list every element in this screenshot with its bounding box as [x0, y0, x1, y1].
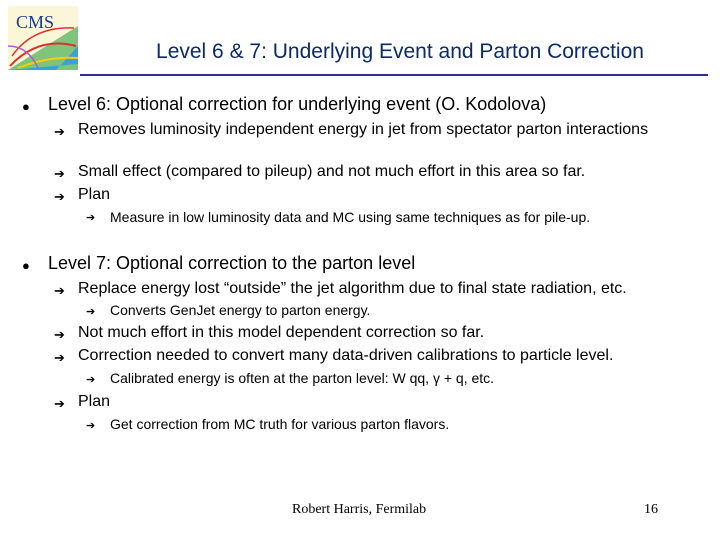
arrow-icon: ➔ — [54, 189, 65, 204]
level6-item-small-effect: Small effect (compared to pileup) and not much effort in this area so far. — [78, 163, 586, 180]
arrow-icon: ➔ — [54, 350, 65, 365]
arrow-icon: ➔ — [86, 306, 96, 318]
cms-logo — [8, 6, 78, 70]
level7-correction-detail: Calibrated energy is often at the parton level: W qq, γ + q, etc. — [110, 370, 495, 386]
arrow-icon: ➔ — [54, 396, 65, 411]
level7-replace-detail: Converts GenJet energy to parton energy. — [110, 302, 371, 318]
level6-heading: Level 6: Optional correction for underlying event (O. Kodolova) — [48, 94, 547, 114]
logo-text: CMS — [16, 12, 55, 32]
arrow-icon: ➔ — [54, 283, 65, 298]
level7-item-correction-needed: Correction needed to convert many data-driven calibrations to particle level. — [78, 347, 614, 364]
arrow-icon: ➔ — [54, 327, 65, 342]
bullet-icon: ● — [22, 258, 30, 273]
level6-item-plan: Plan — [78, 186, 111, 203]
arrow-icon: ➔ — [54, 166, 65, 181]
level7-item-not-much-effort: Not much effort in this model dependent correction so far. — [78, 324, 485, 341]
page-number: 16 — [644, 502, 658, 517]
level6-item-luminosity: Removes luminosity independent energy in jet from spectator parton interactions — [78, 121, 649, 138]
slide-title: Level 6 & 7: Underlying Event and Parton Correction — [156, 40, 644, 63]
level7-heading: Level 7: Optional correction to the parton level — [48, 253, 416, 273]
title-divider — [80, 74, 708, 76]
arrow-icon: ➔ — [86, 374, 96, 386]
arrow-icon: ➔ — [86, 212, 96, 224]
level6-plan-detail: Measure in low luminosity data and MC using same techniques as for pile-up. — [110, 209, 591, 225]
footer-author: Robert Harris, Fermilab — [292, 502, 427, 517]
level7-item-replace-energy: Replace energy lost “outside” the jet algorithm due to final state radiation, etc. — [78, 280, 627, 297]
arrow-icon: ➔ — [86, 420, 96, 432]
level7-plan-detail: Get correction from MC truth for various parton flavors. — [110, 416, 450, 432]
arrow-icon: ➔ — [54, 124, 65, 139]
bullet-icon: ● — [22, 99, 30, 114]
level7-item-plan: Plan — [78, 393, 111, 410]
